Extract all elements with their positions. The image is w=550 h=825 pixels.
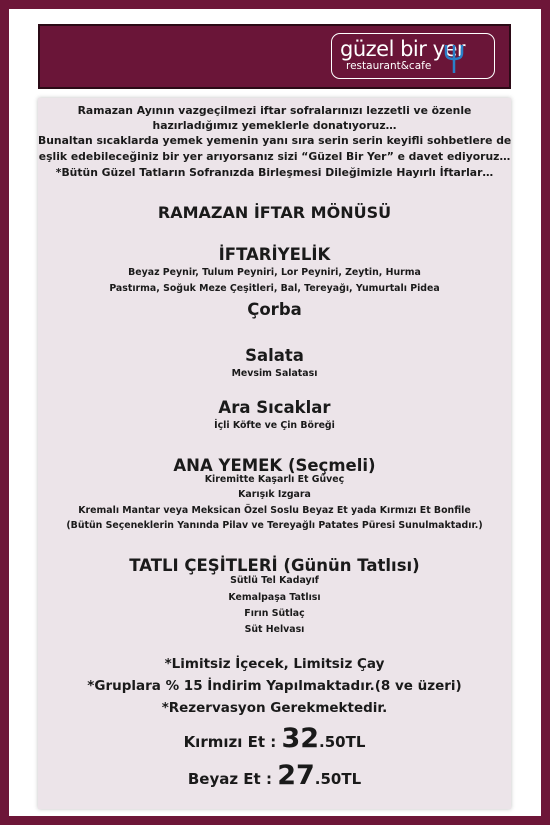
price-white-meat — [38, 760, 511, 791]
section-title: Ara Sıcaklar — [218, 398, 331, 417]
menu-item: Pastırma, Soğuk Meze Çeşitleri, Bal, Tereyağı, Yumurtalı Pidea — [109, 283, 440, 294]
menu-title: RAMAZAN İFTAR MÖNÜSÜ — [157, 203, 392, 222]
price-label: Beyaz Et : — [187, 770, 272, 788]
section-title: İFTARİYELİK — [218, 245, 331, 264]
menu-item: Kremalı Mantar veya Meksican Özel Soslu Beyaz Et yada Kırmızı Et Bonfile — [78, 505, 471, 516]
brand-logo — [331, 33, 495, 79]
intro-line: *Bütün Güzel Tatların Sofranızda Birleşmesi Dileğimizle Hayırlı İftarlar… — [55, 166, 494, 179]
menu-item: Mevsim Salatası — [231, 368, 318, 379]
header-banner — [38, 24, 511, 89]
intro-line: Ramazan Ayının vazgeçilmezi iftar sofralarınızı lezzetli ve özenle — [77, 104, 472, 117]
price-whole: 27 — [277, 760, 315, 791]
price-whole: 32 — [281, 723, 320, 754]
price-label: Kırmızı Et : — [183, 733, 277, 751]
menu-panel — [38, 98, 511, 809]
menu-item: Sütlü Tel Kadayıf — [230, 575, 319, 586]
logo-text: güzel bir yer — [340, 37, 466, 61]
menu-item: Karışık Izgara — [238, 489, 311, 500]
menu-item: Kemalpaşa Tatlısı — [228, 592, 321, 603]
menu-item: (Bütün Seçeneklerin Yanında Pilav ve Tereyağlı Patates Püresi Sunulmaktadır.) — [66, 520, 483, 531]
price-decimal: .50TL — [314, 770, 362, 788]
intro-line: eşlik edebileceğiniz bir yer arıyorsanız sizi “Güzel Bir Yer” e davet ediyoruz… — [38, 150, 511, 163]
logo-subtext: restaurant&cafe — [346, 60, 432, 72]
fork-icon — [443, 43, 465, 75]
price-decimal: .50TL — [319, 733, 366, 751]
section-title: Salata — [245, 346, 304, 365]
info-note: *Rezervasyon Gerekmektedir. — [161, 700, 388, 716]
menu-item: İçli Köfte ve Çin Böreği — [214, 420, 335, 431]
section-title: Çorba — [247, 300, 302, 319]
section-title: ANA YEMEK (Seçmeli) — [173, 456, 376, 475]
intro-line: Bunaltan sıcaklarda yemek yemenin yanı sıra serin serin keyifli sohbetlere de — [38, 134, 512, 147]
section-title: TATLI ÇEŞİTLERİ (Günün Tatlısı) — [129, 556, 420, 575]
menu-item: Beyaz Peynir, Tulum Peyniri, Lor Peyniri, Zeytin, Hurma — [128, 267, 421, 278]
info-note: *Limitsiz İçecek, Limitsiz Çay — [164, 656, 385, 672]
info-note: *Gruplara % 15 İndirim Yapılmaktadır.(8 ve üzeri) — [87, 678, 462, 694]
menu-item: Kiremitte Kaşarlı Et Güveç — [204, 474, 345, 485]
menu-item: Süt Helvası — [244, 624, 305, 635]
intro-line: hazırladığımız yemeklerle donatıyoruz… — [152, 119, 397, 132]
price-red-meat — [38, 723, 511, 754]
menu-item: Fırın Sütlaç — [244, 608, 305, 619]
